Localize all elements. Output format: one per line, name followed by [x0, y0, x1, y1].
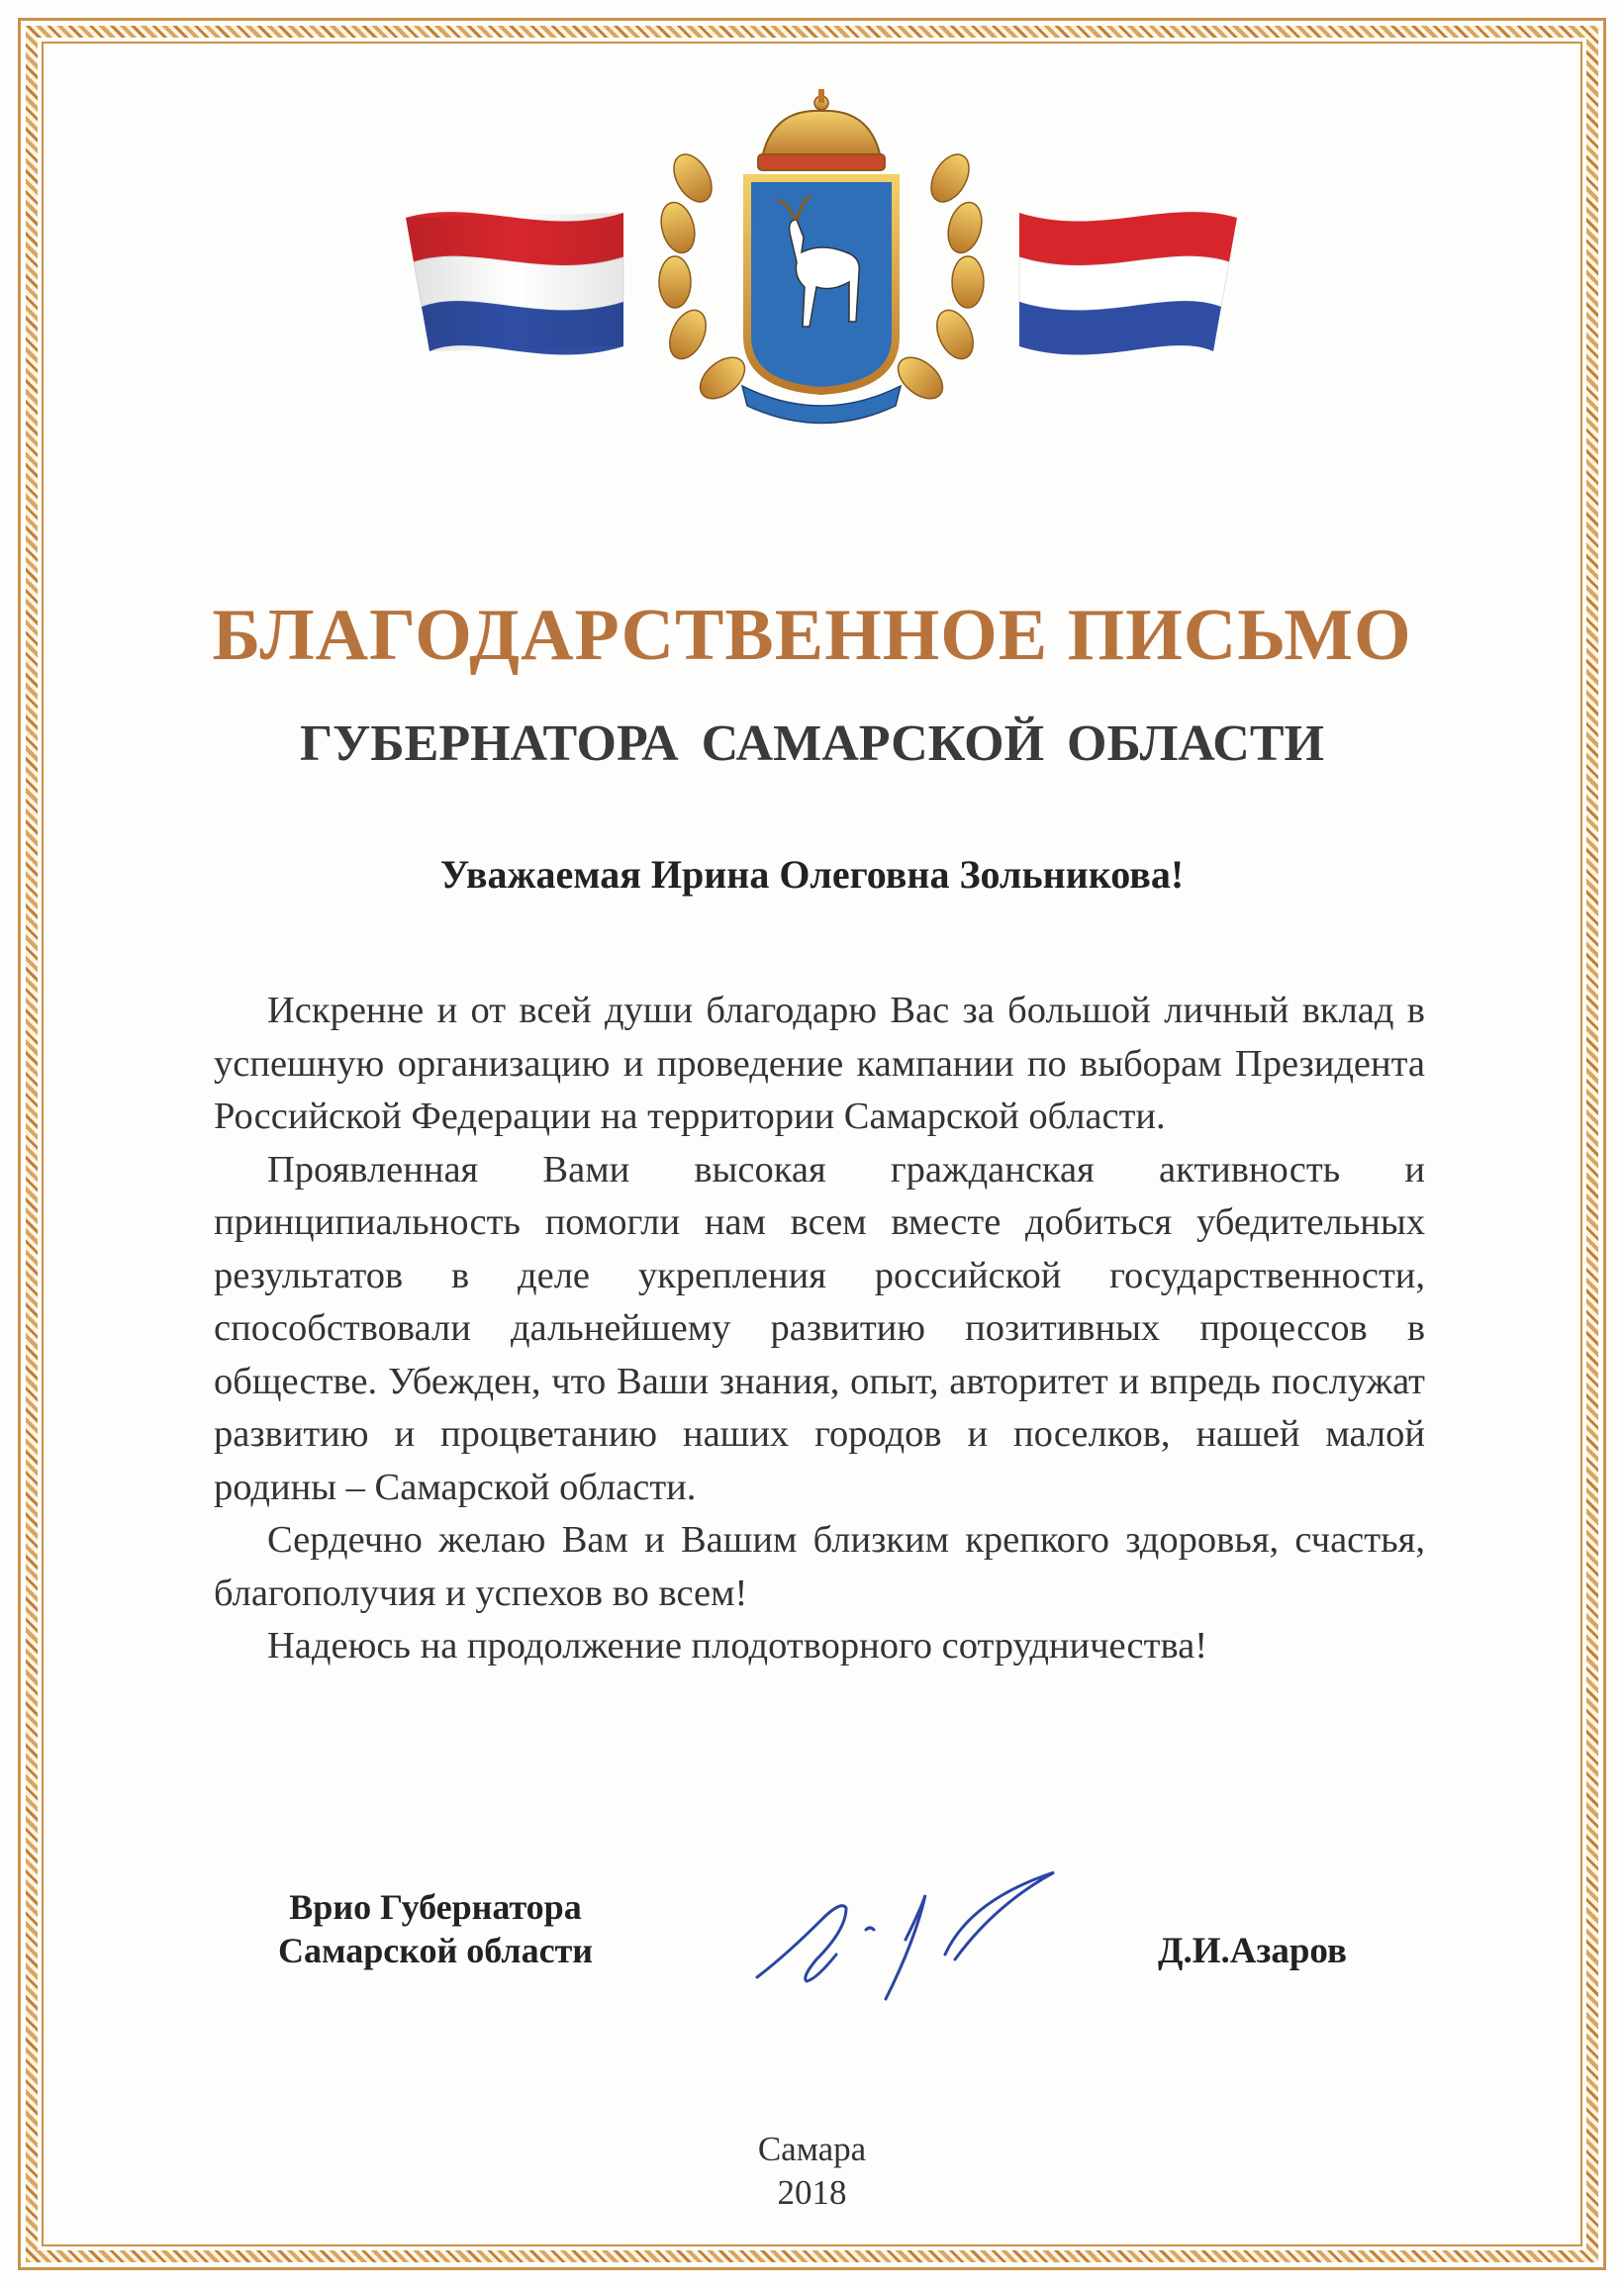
- signatory-position: [228, 1885, 643, 1972]
- year: 2018: [777, 2173, 847, 2212]
- letter-body: [214, 985, 1425, 1673]
- letter-title: БЛАГОДАРСТВЕННОЕ ПИСЬМО: [212, 595, 1412, 676]
- left-flag-ribbon: [406, 212, 623, 354]
- body-paragraph: Искренне и от всей души благодарю Вас за большой личный вклад в успешную организацию и проведение кампании по выборам Президента Российской Федерации на территории Самарской области.: [214, 990, 1425, 1137]
- body-paragraph: Проявленная Вами высокая гражданская активность и принципиальность помогли нам всем вместе добиться убедительных результатов в деле укрепления российской государственности, способствовали дальнейшему развитию позитивных процессов в обществе. Убежден, что Ваши знания, опыт, авторитет и впредь послужат развитию и процветанию наших городов и поселков, нашей малой родины – Самарской области.: [214, 1148, 1425, 1508]
- greeting: Уважаемая Ирина Олеговна Зольникова!: [439, 852, 1185, 897]
- letter-subtitle: ГУБЕРНАТОРА САМАРСКОЙ ОБЛАСТИ: [300, 715, 1324, 772]
- signatory-position-line2: Самарской области: [278, 1931, 593, 1970]
- signatory-position-line1: Врио Губернатора: [289, 1887, 582, 1927]
- handwritten-signature-icon: [747, 1860, 1103, 2009]
- body-paragraph: Сердечно желаю Вам и Вашим близким крепкого здоровья, счастья, благополучия и успехов во всем!: [214, 1519, 1425, 1614]
- signatory-name: Д.И.Азаров: [1158, 1931, 1347, 1971]
- place-and-year: [0, 2128, 1624, 2215]
- crown: [758, 89, 885, 170]
- body-paragraph: Надеюсь на продолжение плодотворного сотрудничества!: [267, 1625, 1208, 1667]
- coat-of-arms-emblem-icon: [396, 89, 1247, 445]
- right-flag-ribbon: [1019, 212, 1237, 354]
- place: Самара: [757, 2130, 867, 2168]
